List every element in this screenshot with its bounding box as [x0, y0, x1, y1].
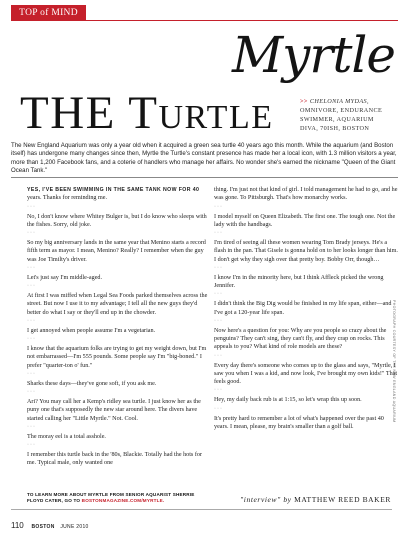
- byline-prefix: "interview" by: [240, 495, 292, 504]
- paragraph-separator: ···: [27, 442, 36, 448]
- paragraph-separator: ···: [214, 387, 223, 394]
- promo-note: [27, 492, 207, 504]
- promo-text: TO LEARN MORE ABOUT MYRTLE FROM SENIOR AQUARIST SHERRIE FLOYD CATER, GO TO: [27, 492, 195, 503]
- section-rule: [86, 20, 398, 21]
- paragraph-text: I remember this turtle back in the '80s, Blackie. Totally had the hots for me. Typical male, only wanted one: [27, 452, 203, 467]
- paragraph-text: No, I don't know where Whitey Bulger is, but I do know who sleeps with the fishes. Sorry, old joke.: [27, 213, 207, 228]
- interview-paragraph: [214, 327, 398, 352]
- paragraph-text: I know that the aquarium folks are trying to get my weight down, but I'm not embarrassed—I'm 555 pounds. Some people say I'm "big-boned." I prefer "quarter-ton o' fun.": [27, 346, 207, 369]
- paragraph-separator: ···: [214, 203, 223, 210]
- paragraph-separator: ···: [214, 317, 223, 324]
- page-folio: [11, 521, 89, 530]
- title-the-turtle: [20, 87, 274, 139]
- arrow-icon: >>: [300, 98, 308, 105]
- paragraph-text: Sharks these days—they've gone soft, if you ask me.: [27, 380, 157, 387]
- byline-author: MATTHEW REED BAKER: [294, 495, 391, 504]
- left-column: [27, 186, 211, 468]
- paragraph-text: I know I'm in the minority here, but I think Affleck picked the wrong Jennifer.: [214, 274, 384, 289]
- paragraph-separator: ···: [214, 291, 223, 298]
- paragraph-separator: ···: [214, 230, 223, 236]
- interview-paragraph: [27, 186, 211, 203]
- paragraph-text: I model myself on Queen Elizabeth. The first one. The tough one. Not the lady with the handbags.: [214, 213, 396, 228]
- species-line-2: SWIMMER, AQUARIUM: [300, 116, 374, 123]
- interview-paragraph: [27, 451, 211, 468]
- bottom-divider: [11, 509, 392, 510]
- page-number: 110: [11, 521, 24, 530]
- top-divider: [11, 177, 398, 178]
- paragraph-text: I get annoyed when people assume I'm a vegetarian.: [27, 327, 156, 334]
- paragraph-separator: ···: [27, 370, 36, 377]
- interview-paragraph: [27, 345, 211, 370]
- paragraph-text: years. Thanks for reminding me.: [27, 195, 108, 202]
- interview-paragraph: [214, 415, 398, 432]
- paragraph-separator: ···: [27, 423, 36, 430]
- title-caps-main: THE T: [20, 87, 159, 139]
- interview-paragraph: [214, 362, 398, 387]
- paragraph-text: thing. I'm just not that kind of girl. I told management he had to go, and he was gone. To Pittsburgh. That's how monarchy works.: [214, 187, 398, 202]
- paragraph-text: I'm tired of seeing all these women wearing Tom Brady jerseys. He's a flash in the pan. That Gisele is gonna hold on to her looks longer than him. I don't get why they sigh over that pretty boy. Bobby Orr, though…: [214, 240, 398, 263]
- paragraph-text: Let's just say I'm middle-aged.: [27, 274, 103, 281]
- interview-paragraph: [27, 213, 211, 230]
- photo-credit: PHOTOGRAPH COURTESY OF THE NEW ENGLAND AQUARIUM: [392, 300, 396, 423]
- paragraph-text: I didn't think the Big Dig would be finished in my life span, either—and I've got a 120-year life span.: [214, 301, 392, 316]
- interview-paragraph: [27, 327, 211, 335]
- lead-in: YES, I'VE BEEN SWIMMING IN THE SAME TANK NOW FOR 40: [27, 187, 200, 193]
- interview-paragraph: [214, 300, 398, 317]
- interview-paragraph: [27, 239, 211, 264]
- paragraph-separator: ···: [27, 203, 36, 210]
- interview-paragraph: [27, 292, 211, 317]
- title-myrtle: Myrtle: [231, 26, 395, 84]
- paragraph-text: Ari? You may call her a Kemp's ridley sea turtle. I just know her as the puny one that's supposedly the new star around here. The divers have started calling her "Little Myrtle." Not. Cool.: [27, 399, 201, 422]
- byline: [240, 495, 391, 504]
- interview-paragraph: [214, 186, 398, 203]
- promo-link[interactable]: BOSTONMAGAZINE.COM/MYRTLE.: [81, 498, 165, 503]
- paragraph-text: So my big anniversary lands in the same year that Menino starts a record fifth term as mayor. I mean, Menino? Really? I remember when the guy was Joe Timilty's driver.: [27, 240, 206, 263]
- paragraph-text: Every day there's someone who comes up to the glass and says, "Myrtle, I saw you when I was a kid, and now look, I've brought my own kids!" That feels good.: [214, 362, 398, 385]
- paragraph-separator: ···: [27, 283, 36, 289]
- paragraph-separator: ···: [27, 230, 36, 236]
- title-caps-small: URTLE: [158, 99, 274, 136]
- interview-paragraph: [214, 239, 398, 264]
- paragraph-text: Hey, my daily back rub is at 1:15, so let's wrap this up soon.: [214, 397, 362, 404]
- interview-paragraph: [27, 380, 211, 388]
- magazine-name: BOSTON: [31, 524, 55, 530]
- paragraph-separator: ···: [214, 352, 223, 359]
- paragraph-separator: ···: [27, 264, 36, 271]
- issue-date: JUNE 2010: [60, 524, 89, 530]
- interview-paragraph: [27, 398, 211, 423]
- paragraph-separator: ···: [214, 405, 223, 412]
- paragraph-text: The moray eel is a total asshole.: [27, 433, 106, 440]
- section-label: TOP of MIND: [11, 5, 86, 21]
- interview-paragraph: [27, 274, 211, 282]
- interview-paragraph: [214, 396, 398, 404]
- interview-paragraph: [214, 213, 398, 230]
- paragraph-separator: ···: [214, 264, 223, 271]
- paragraph-separator: ···: [27, 336, 36, 342]
- right-column: [214, 186, 398, 431]
- species-line-1: OMNIVORE, ENDURANCE: [300, 107, 383, 114]
- paragraph-separator: ···: [27, 317, 36, 324]
- interview-paragraph: [214, 274, 398, 291]
- species-latin-name: CHELONIA MYDAS,: [309, 98, 369, 105]
- intro-dek: The New England Aquarium was only a year old when it acquired a green sea turtle 40 years ago this month. While the aquarium (and Boston itself) has undergone many changes since then, Myrtle the Turtle's constant presence has made her a local icon, with 1.3 million visitors a year, more than 1,200 Facebook fans, and a coterie of handlers who manage her affairs. No wonder she's earned the nickname "Queen of the Giant Ocean Tank.": [11, 142, 397, 175]
- species-info: [300, 97, 401, 133]
- paragraph-separator: ···: [27, 389, 36, 395]
- paragraph-text: Now here's a question for you: Why are you people so crazy about the penguins? They can't sing, they can't fly, and they crap on rocks. This appeals to you? What kind of role models are these?: [214, 327, 387, 351]
- paragraph-text: At first I was miffed when Legal Sea Foods parked themselves across the street. But now I use it to my advantage; I tell all the new guys they'd better do what I say or they'll end up in the chowder.: [27, 293, 208, 316]
- interview-paragraph: [27, 433, 211, 441]
- paragraph-text: It's pretty hard to remember a lot of what's happened over the past 40 years. I mean, please, my brain's smaller than a golf ball.: [214, 415, 384, 430]
- species-line-3: DIVA, 70ISH, BOSTON: [300, 125, 370, 132]
